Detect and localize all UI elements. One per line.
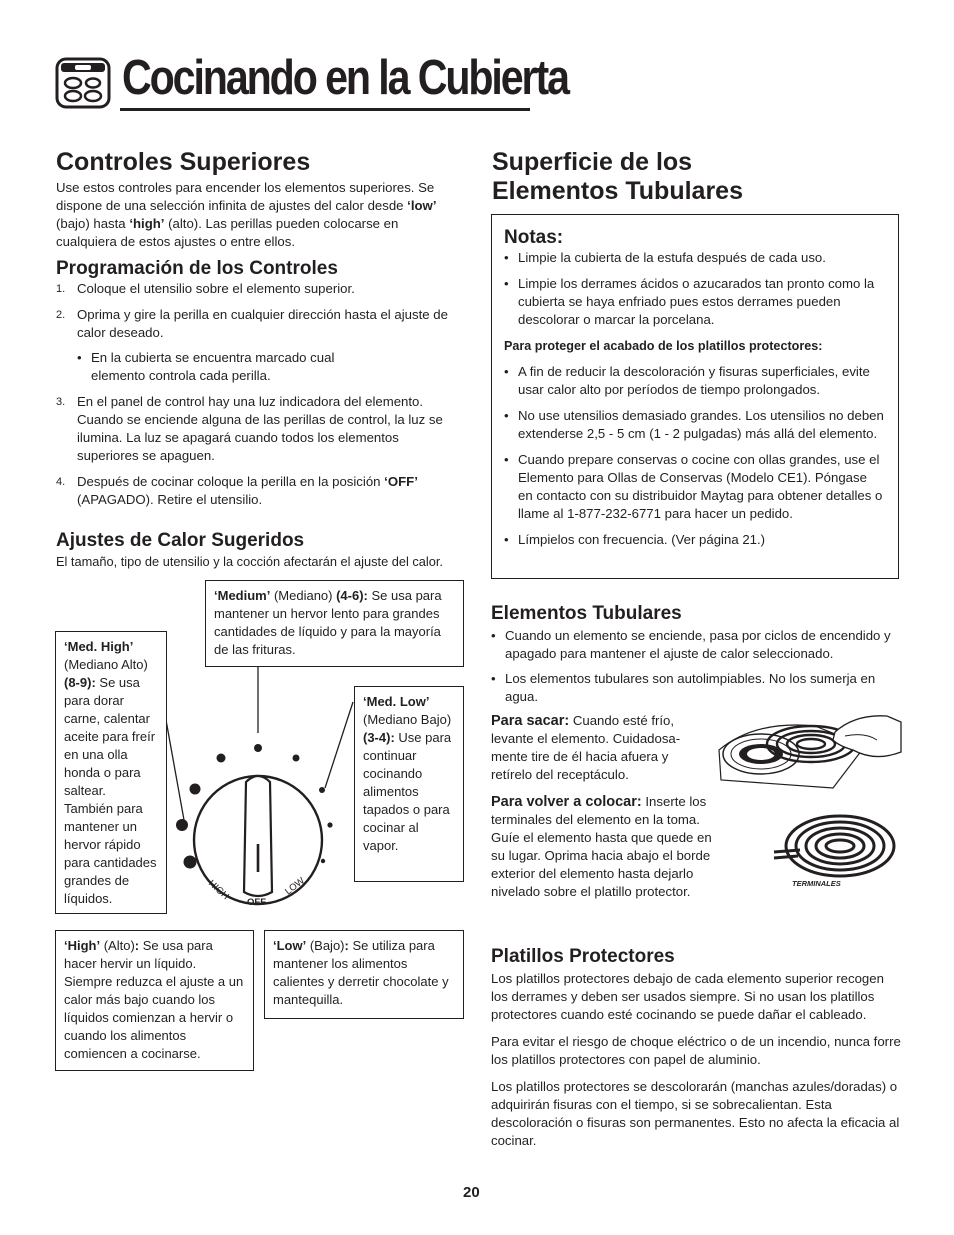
knob-dot [321,859,325,863]
knob-dot [190,784,201,795]
knob-dot [293,755,300,762]
tub-item: • Los elementos tubulares son autolimpiables. No los sumerja en agua. [491,671,876,704]
knob-dot [254,744,262,752]
title-rule [120,108,530,111]
knob-diagram [160,660,370,920]
callout-low: ‘Low’ (Bajo): Se utiliza para mantener los alimentos calientes y derretir chocolate y mantequilla. [264,930,464,1019]
step-number: 4. [56,476,66,488]
platillos-paragraph: Para evitar el riesgo de choque eléctrico o de un incendio, nunca forre los platillos protectores con papel de aluminio. [491,1034,901,1067]
controles-intro: Use estos controles para encender los elementos superiores. Se dispone de una selección infinita de ajustes del calor desde ‘low’ (bajo) hasta ‘high’ (alto). Las perillas pueden colocarse en cualquiera de estos ajustes o entre ellos. [56,180,437,249]
medhigh-leader [166,720,184,820]
protect-item: • Cuando prepare conservas o cocine con ollas grandes, use el Elemento para Ollas de Conservas (Modelo CE1). Póngase en contacto con su distribuidor Maytag para obtener detalles o llame al 1-877-232-6771 para hacer un pedido. [504,452,883,521]
step-number: 2. [56,309,66,321]
element-terminals-illustration [770,810,910,892]
knob-dot [319,787,325,793]
medlow-leader [325,702,353,788]
superficie-heading: Superficie de los Elementos Tubulares [492,148,743,205]
step-2 [56,306,456,342]
step-1 [56,280,456,298]
step-2-bullet: • En la cubierta se encuentra marcado cual elemento controla cada perilla. [77,350,335,383]
ajustes-intro: El tamaño, tipo de utensilio y la cocción afectarán el ajuste del calor. [56,554,443,569]
page-title: Cocinando en la Cubierta [122,51,568,105]
callout-med-low: ‘Med. Low’ (Mediano Bajo) (3-4): Use para continuar cocinando alimentos tapados o para cocinar al vapor. [354,686,464,882]
knob-grip [244,776,272,896]
step-3 [56,393,456,465]
knob-label-off: OFF [247,897,266,908]
controles-heading: Controles Superiores [56,148,311,176]
step-text: Coloque el utensilio sobre el elemento superior. [77,281,355,296]
notas-heading: Notas: [504,227,564,248]
page-number: 20 [463,1184,480,1201]
knob-dot [217,754,226,763]
step-text: Oprima y gire la perilla en cualquier dirección hasta el ajuste de calor deseado. [77,307,448,340]
step-text: Después de cocinar coloque la perilla en la posición ‘OFF’ (APAGADO). Retire el utensilio. [77,474,418,507]
platillos-heading: Platillos Protectores [491,946,675,967]
callout-high: ‘High’ (Alto): Se usa para hacer hervir un líquido. Siempre reduzca el ajuste a un calor más bajo cuando los líquidos comienzan a hervir o cuando los alimentos comiencen a cocinarse. [55,930,254,1071]
note-item: • Limpie los derrames ácidos o azucarados tan pronto como la cubierta se haya enfriado pues estos derrames pueden descolorar o marcar la porcelana. [504,276,875,327]
terminales-label: TERMINALES [792,879,841,888]
callout-med-high: ‘Med. High’ (Mediano Alto) (8-9): Se usa para dorar carne, calentar aceite para freír en una olla honda o para saltear. También para mantener un hervor rápido para cantidades grandes de líquidos. [55,631,167,914]
protect-item: • A fin de reducir la descoloración y fisuras superficiales, evite usar calor alto por períodos de tiempo prolongados. [504,364,870,397]
notes-list [504,249,884,557]
knob-label-high: HIGH [205,878,232,903]
para-sacar: Para sacar: Cuando esté frío, levante el elemento. Cuidadosa-mente tire de él hacia afuera y retírelo del receptáculo. [491,713,681,782]
platillos-text [491,970,903,1159]
step-number: 1. [56,283,66,295]
notas-box [491,214,899,579]
tub-item: • Cuando un elemento se enciende, pasa por ciclos de encendido y apagado para mantener el ajuste de calor seleccionado. [491,628,891,661]
protect-item: • Límpielos con frecuencia. (Ver página 21.) [504,532,766,547]
protect-item: • No use utensilios demasiado grandes. Los utensilios no deben extenderse 2,5 - 5 cm (1 - 2 pulgadas) más allá del elemento. [504,408,884,441]
step-number: 3. [56,396,66,408]
note-item: • Limpie la cubierta de la estufa después de cada uso. [504,250,826,265]
platillos-paragraph: Los platillos protectores se descolorarán (manchas azules/doradas) o adquirirán fisuras con el tiempo, si se sobrecalientan. Esta descoloración o fisuras son permanentes. Esto no afecta la eficacia al cocinar. [491,1079,900,1148]
element-removal-illustration [715,706,905,792]
programacion-heading: Programación de los Controles [56,258,338,279]
knob-label-low: LOW [283,875,307,898]
tub-list [491,627,901,713]
elementos-heading: Elementos Tubulares [491,603,682,624]
knob-dot [184,856,197,869]
ajustes-heading: Ajustes de Calor Sugeridos [56,530,305,551]
platillos-paragraph: Los platillos protectores debajo de cada elemento superior recogen los derrames y deben ser usados siempre. Si no usan los platillos protectores cuando esté cocinando se puede dañar el cableado. [491,971,884,1022]
knob-dot [327,822,332,827]
range-icon [55,57,111,109]
protect-heading: Para proteger el acabado de los platillos protectores: [504,339,823,353]
callout-medium: ‘Medium’ (Mediano) (4-6): Se usa para mantener un hervor lento para grandes cantidades de líquido y para la mayoría de las frituras. [205,580,464,667]
step-text: En el panel de control hay una luz indicadora del elemento. Cuando se enciende alguna de las perillas de control, la luz se ilumina. La luz se apagará cuando todos los elementos superiores se apaguen. [77,394,443,463]
knob-dot [176,819,188,831]
step-4 [56,473,456,509]
para-volver: Para volver a colocar: Inserte los terminales del elemento en la toma. Guíe el elemento hasta que quede en su lugar. Oprima hacia abajo el borde exterior del elemento hasta dejarlo nivelado sobre el platillo protector. [491,794,712,899]
